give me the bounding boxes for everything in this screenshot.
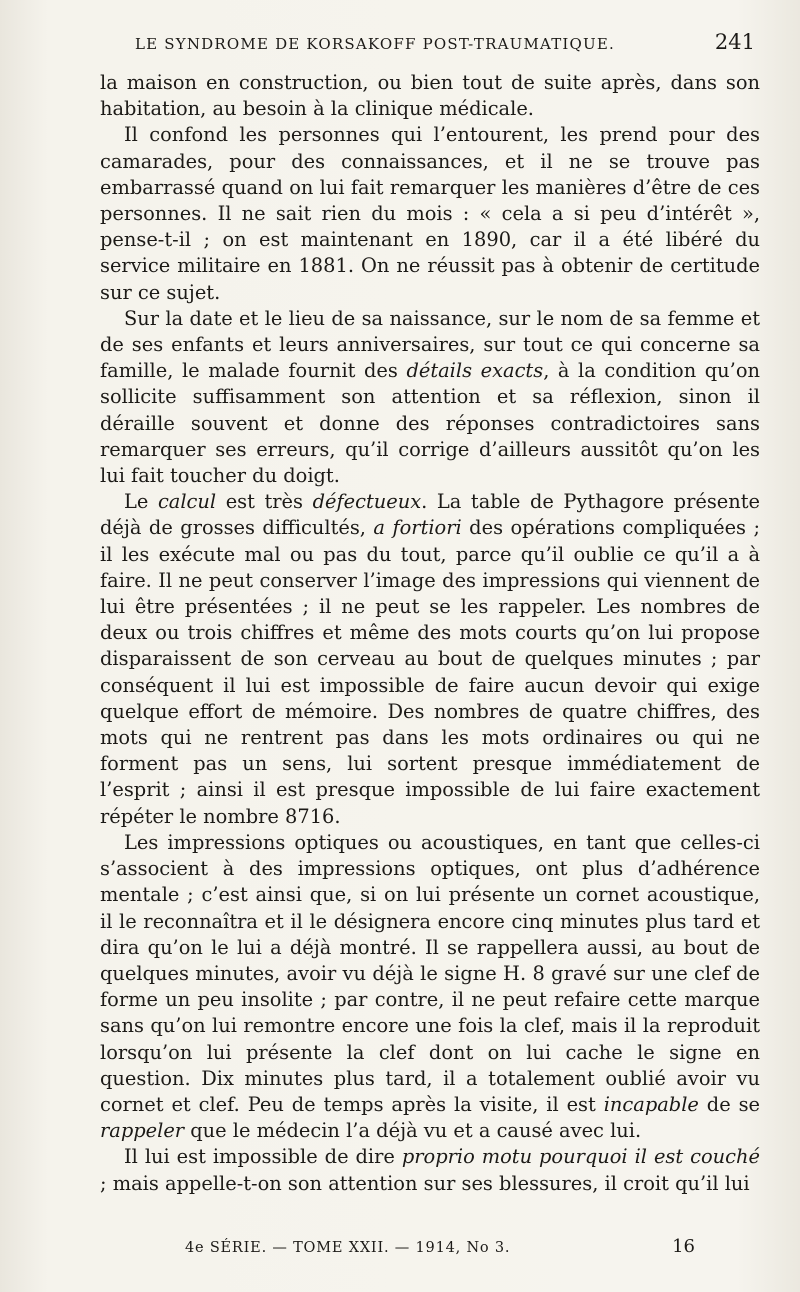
paragraph — [100, 306, 760, 489]
page-number: 241 — [714, 30, 755, 54]
body-text — [100, 70, 760, 1197]
paragraph — [100, 489, 760, 830]
italic-run: rappeler — [100, 1119, 185, 1143]
text-run: de se — [698, 1092, 760, 1116]
italic-run: défectueux — [312, 490, 422, 514]
paragraph — [100, 830, 760, 1144]
italic-run: détails exacts — [406, 359, 544, 383]
paragraph — [100, 1144, 760, 1196]
paragraph — [100, 122, 760, 305]
text-run: que le médecin l’a déjà vu et a causé avec lui. — [184, 1119, 642, 1143]
italic-run: a fortiori — [373, 516, 462, 540]
text-run: Sur la date et le lieu de sa naissance, sur le nom de sa femme et de ses enfants et leurs anniversaires, sur tout ce qui concerne sa famille, le malade fournit des — [100, 306, 760, 383]
text-run: , à la condition qu’on sollicite suffisamment son attention et sa réflexion, sinon il déraille souvent et donne des réponses contradictoires sans remarquer ses erreurs, qu’il corrige d’ailleurs aussitôt qu’on les lui fait toucher du doigt. — [100, 359, 760, 488]
signature-line: 4e SÉRIE. — TOME XXII. — 1914, No 3. — [185, 1240, 511, 1256]
italic-run: calcul — [157, 490, 217, 514]
text-run: ; mais appelle-t-on son attention sur ses blessures, il croit qu’il lui — [100, 1171, 750, 1195]
text-run: . La table de Pythagore présente déjà de grosses difficultés, — [100, 490, 761, 540]
text-run: est très — [216, 490, 313, 514]
text-run: des opérations compliquées ; il les exécute mal ou pas du tout, parce qu’il oublie ce qu’il a à faire. Il ne peut conserver l’image des impressions qui viennent de lui être présentées ; il ne peut se les rappeler. Les nombres de deux ou trois chiffres et même des mots courts qu’on lui propose disparaissent de son cerveau au bout de quelques minutes ; par conséquent il lui est impossible de faire aucun devoir qui exige quelque effort de mémoire. Des nombres de quatre chiffres, des mots qui ne rentrent pas dans les mots ordinaires ou qui ne forment pas un sens, lui sortent presque immédiatement de l’esprit ; ainsi il est presque impossible de lui faire exactement répéter le nombre 8716. — [100, 516, 760, 828]
text-run: la maison en construction, ou bien tout de suite après, dans son habitation, au besoin à la clinique médicale. — [100, 71, 760, 121]
footer — [185, 1236, 695, 1257]
text-run: Il lui est impossible de dire — [124, 1145, 402, 1169]
text-run: Le — [124, 490, 158, 514]
text-run: Il confond les personnes qui l’entourent, les prend pour des camarades, pour des connaissances, et il ne se trouve pas embarrassé quand on lui fait remarquer les manières d’être de ces personnes. Il ne sait rien du mois : « cela a si peu d’intérêt », pense-t-il ; on est maintenant en 1890, car il a été libéré du service militaire en 1881. On ne réussit pas à obtenir de certitude sur ce sujet. — [100, 123, 760, 304]
paragraph — [100, 70, 760, 122]
running-head — [135, 30, 755, 54]
italic-run: proprio motu pourquoi il est couché — [401, 1145, 760, 1169]
italic-run: incapable — [603, 1092, 699, 1116]
signature-mark: 16 — [672, 1236, 695, 1257]
text-run: Les impressions optiques ou acoustiques, en tant que celles-ci s’associent à des impressions optiques, ont plus d’adhérence mentale ; c’est ainsi que, si on lui présente un cornet acoustique, il le reconnaîtra et il le désignera encore cinq minutes plus tard et dira qu’on le lui a déjà montré. Il se rappellera aussi, au bout de quelques minutes, avoir vu déjà le signe H. 8 gravé sur une clef de forme un peu insolite ; par contre, il ne peut refaire cette marque sans qu’on lui remontre encore une fois la clef, mais il la reproduit lorsqu’on lui présente la clef dont on lui cache le signe en question. Dix minutes plus tard, il a totalement oublié avoir vu cornet et clef. Peu de temps après la visite, il est — [100, 830, 760, 1116]
running-title: LE SYNDROME DE KORSAKOFF POST-TRAUMATIQUE. — [135, 35, 616, 53]
